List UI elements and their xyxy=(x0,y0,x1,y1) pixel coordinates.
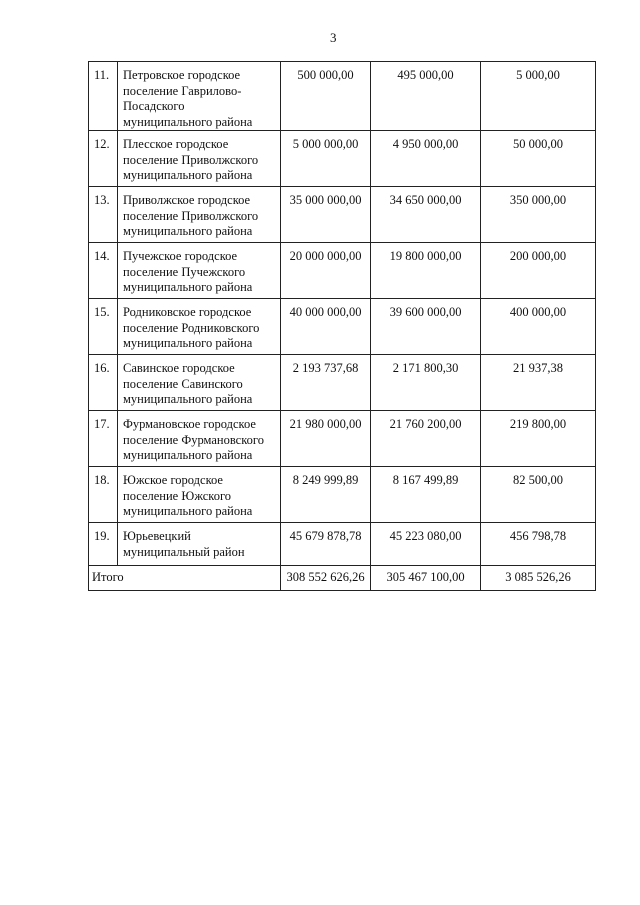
amount-cell-col5 xyxy=(481,243,596,299)
municipality-name-line: Пучежское городское xyxy=(123,249,238,263)
amount-value: 35 000 000,00 xyxy=(289,193,362,207)
amount-value: 21 760 200,00 xyxy=(389,417,462,431)
municipality-name-line: поселение Приволжского xyxy=(123,208,259,223)
municipality-name-line: поселение Гаврилово- xyxy=(123,83,242,98)
table-row xyxy=(89,411,596,467)
amount-value: 82 500,00 xyxy=(513,473,563,487)
amount-value: 21 937,38 xyxy=(513,361,563,375)
table-row xyxy=(89,131,596,187)
municipality-name-cell xyxy=(118,467,281,523)
amount-value: 8 167 499,89 xyxy=(392,473,459,487)
row-number-cell xyxy=(89,243,118,299)
municipality-name-line: Савинское городское xyxy=(123,361,235,375)
amount-value: 20 000 000,00 xyxy=(289,249,362,263)
municipality-name-line: муниципального района xyxy=(123,280,253,294)
amount-value: 8 249 999,89 xyxy=(292,473,359,487)
total-amount-cell-col5 xyxy=(481,566,596,591)
amount-value: 19 800 000,00 xyxy=(389,249,462,263)
municipality-name-line: поселение Савинского xyxy=(123,376,243,391)
amount-cell-col3 xyxy=(281,467,371,523)
municipality-name-line: поселение Фурмановского xyxy=(123,432,264,447)
amount-value: 4 950 000,00 xyxy=(392,137,459,151)
total-amount-value: 3 085 526,26 xyxy=(505,570,571,584)
row-number: 15. xyxy=(94,305,110,319)
municipality-name-line: муниципального района xyxy=(123,224,253,238)
municipality-name-line: муниципального района xyxy=(123,392,253,406)
table-row xyxy=(89,62,596,131)
amount-cell-col3 xyxy=(281,523,371,566)
table-row xyxy=(89,243,596,299)
row-number-cell xyxy=(89,523,118,566)
total-amount-cell-col4 xyxy=(371,566,481,591)
table-row xyxy=(89,467,596,523)
amount-cell-col4 xyxy=(371,299,481,355)
amount-cell-col5 xyxy=(481,411,596,467)
municipality-name-line: Приволжское городское xyxy=(123,193,251,207)
row-number: 14. xyxy=(94,249,110,263)
amount-cell-col4 xyxy=(371,411,481,467)
municipality-name-line: Юрьевецкий xyxy=(123,529,191,543)
amount-value: 39 600 000,00 xyxy=(389,305,462,319)
amount-cell-col5 xyxy=(481,299,596,355)
amount-value: 5 000,00 xyxy=(516,68,560,82)
amount-value: 350 000,00 xyxy=(509,193,567,207)
municipality-name-cell xyxy=(118,131,281,187)
row-number: 17. xyxy=(94,417,110,431)
municipality-name-line: муниципальный район xyxy=(123,544,245,559)
amount-cell-col3 xyxy=(281,131,371,187)
amount-value: 45 223 080,00 xyxy=(389,529,462,543)
municipality-name-line: поселение Южского xyxy=(123,488,232,503)
row-number: 11. xyxy=(94,68,110,82)
table-row xyxy=(89,299,596,355)
amount-cell-col3 xyxy=(281,62,371,131)
amount-value: 495 000,00 xyxy=(397,68,454,82)
row-number-cell xyxy=(89,467,118,523)
total-label-cell xyxy=(89,566,281,591)
amount-cell-col4 xyxy=(371,243,481,299)
municipality-name-line: поселение Пучежского xyxy=(123,264,246,279)
row-number: 16. xyxy=(94,361,110,375)
amount-value: 50 000,00 xyxy=(513,137,563,151)
amount-value: 219 800,00 xyxy=(509,417,567,431)
amount-cell-col5 xyxy=(481,131,596,187)
row-number-cell xyxy=(89,187,118,243)
municipality-name-line: муниципального района xyxy=(123,168,253,182)
amount-cell-col5 xyxy=(481,355,596,411)
municipality-name-cell xyxy=(118,411,281,467)
allocation-table xyxy=(88,61,596,591)
amount-cell-col5 xyxy=(481,62,596,131)
amount-cell-col3 xyxy=(281,355,371,411)
municipality-name-line: поселение Приволжского xyxy=(123,152,259,167)
row-number-cell xyxy=(89,299,118,355)
amount-cell-col3 xyxy=(281,187,371,243)
row-number: 18. xyxy=(94,473,110,487)
total-row xyxy=(89,566,596,591)
row-number: 19. xyxy=(94,529,110,543)
total-amount-value: 305 467 100,00 xyxy=(386,570,465,584)
amount-cell-col3 xyxy=(281,243,371,299)
amount-cell-col4 xyxy=(371,523,481,566)
amount-value: 200 000,00 xyxy=(509,249,567,263)
amount-value: 40 000 000,00 xyxy=(289,305,362,319)
municipality-name-line: муниципального района xyxy=(123,336,253,350)
municipality-name-line: муниципального района xyxy=(123,504,253,518)
amount-cell-col3 xyxy=(281,299,371,355)
amount-cell-col4 xyxy=(371,467,481,523)
amount-cell-col4 xyxy=(371,131,481,187)
total-amount-value: 308 552 626,26 xyxy=(286,570,365,584)
municipality-name-line: Фурмановское городское xyxy=(123,417,256,431)
amount-cell-col4 xyxy=(371,62,481,131)
municipality-name-cell xyxy=(118,243,281,299)
municipality-name-line: поселение Родниковского xyxy=(123,320,260,335)
municipality-name-line: Южское городское xyxy=(123,473,223,487)
amount-cell-col5 xyxy=(481,523,596,566)
allocation-table-body xyxy=(89,62,596,591)
amount-value: 456 798,78 xyxy=(509,529,567,543)
municipality-name-line: Посадского xyxy=(123,99,185,113)
municipality-name-line: муниципального района xyxy=(123,114,253,129)
amount-value: 5 000 000,00 xyxy=(292,137,359,151)
page-number: 3 xyxy=(330,30,337,45)
row-number: 13. xyxy=(94,193,110,207)
amount-value: 2 193 737,68 xyxy=(292,361,359,375)
amount-value: 45 679 878,78 xyxy=(289,529,362,543)
amount-value: 2 171 800,30 xyxy=(392,361,459,375)
municipality-name-line: муниципального района xyxy=(123,448,253,462)
total-label: Итого xyxy=(92,570,124,584)
amount-value: 34 650 000,00 xyxy=(389,193,462,207)
amount-value: 21 980 000,00 xyxy=(289,417,362,431)
amount-cell-col5 xyxy=(481,187,596,243)
amount-cell-col4 xyxy=(371,355,481,411)
amount-value: 400 000,00 xyxy=(509,305,567,319)
table-row xyxy=(89,355,596,411)
amount-cell-col5 xyxy=(481,467,596,523)
municipality-name-line: Родниковское городское xyxy=(123,305,252,319)
amount-cell-col3 xyxy=(281,411,371,467)
table-row xyxy=(89,187,596,243)
municipality-name-line: Плесское городское xyxy=(123,137,229,151)
municipality-name-cell xyxy=(118,187,281,243)
table-row xyxy=(89,523,596,566)
row-number-cell xyxy=(89,62,118,131)
municipality-name-cell xyxy=(118,62,281,131)
total-amount-cell-col3 xyxy=(281,566,371,591)
municipality-name-cell xyxy=(118,523,281,566)
municipality-name-line: Петровское городское xyxy=(123,68,241,82)
row-number-cell xyxy=(89,355,118,411)
row-number-cell xyxy=(89,411,118,467)
row-number: 12. xyxy=(94,137,110,151)
municipality-name-cell xyxy=(118,299,281,355)
amount-value: 500 000,00 xyxy=(297,68,354,82)
amount-cell-col4 xyxy=(371,187,481,243)
municipality-name-cell xyxy=(118,355,281,411)
row-number-cell xyxy=(89,131,118,187)
